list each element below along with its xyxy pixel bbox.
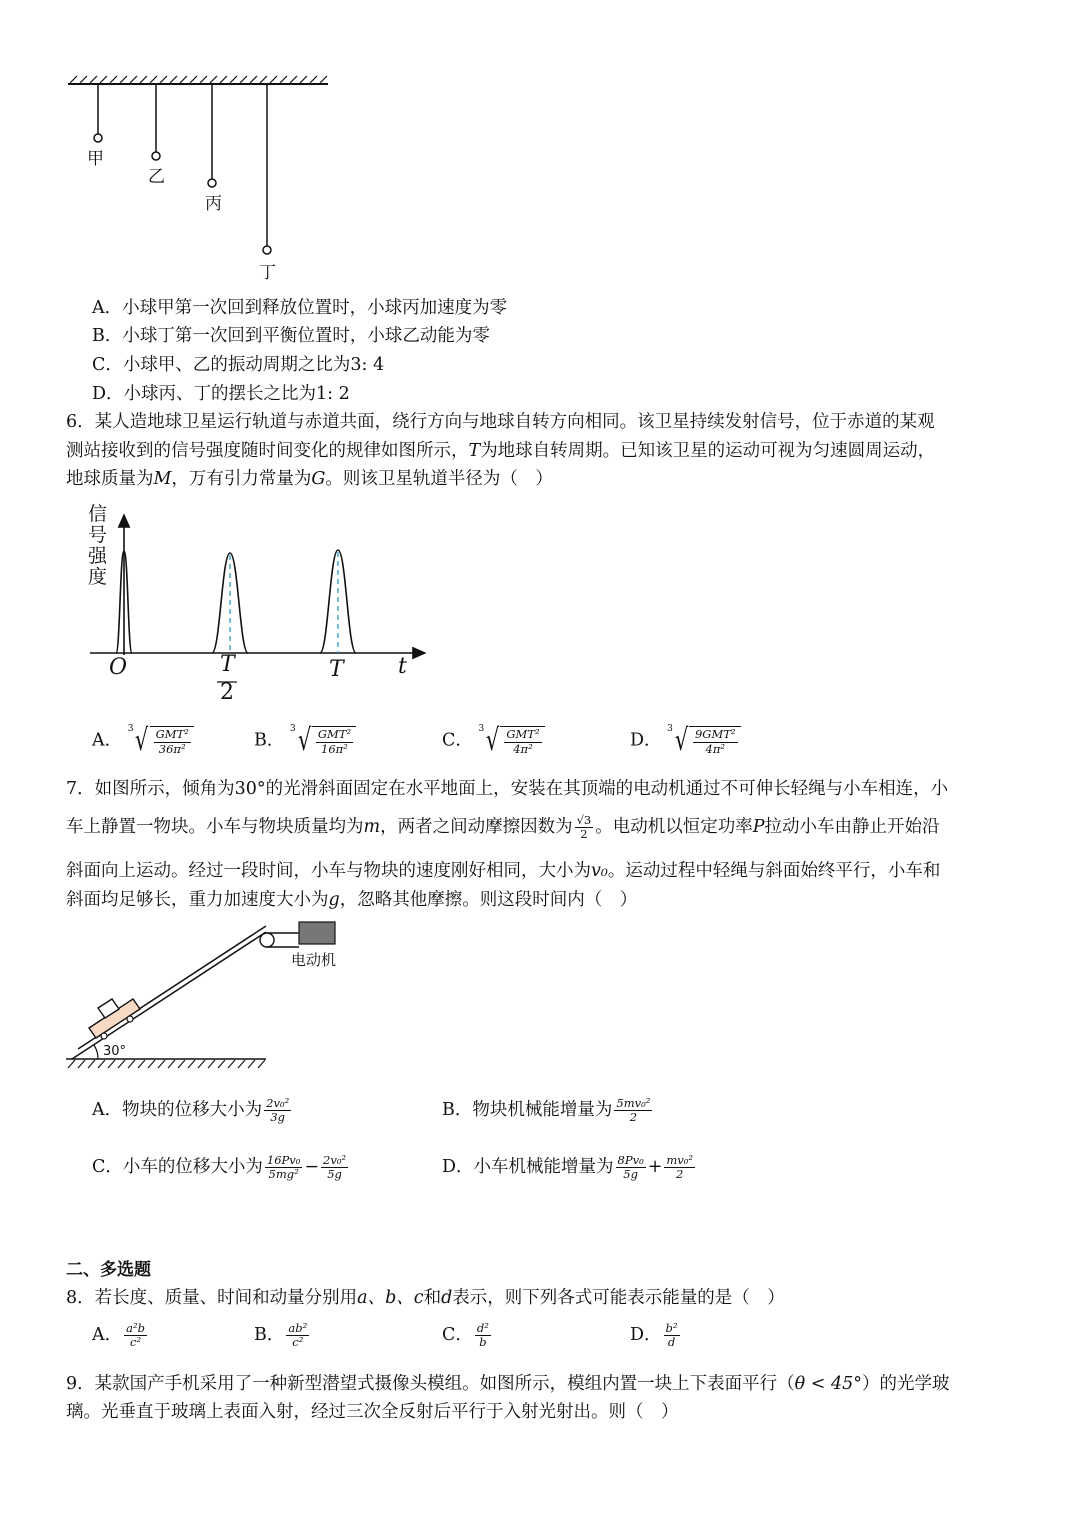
tick-half-t-num: T: [220, 652, 235, 677]
q7-option-a: A．物块的位移大小为 $\frac{\text{2v₀²}}{3g}$: [92, 1095, 290, 1124]
cart-wheel-2: [127, 1016, 133, 1022]
tick-half-t-den: 2: [220, 680, 234, 705]
q9-number: 9．: [66, 1374, 95, 1394]
q6-option-c: C． 3 √ $\frac{\text{GMT²}}{\text{4π²}}$: [442, 726, 545, 756]
angle-arc: [94, 1045, 98, 1059]
q5-option-b: B．小球丁第一次回到平衡位置时，小球乙动能为零: [92, 326, 490, 346]
incline-lower-edge: [72, 932, 266, 1059]
pendulum-ding: [263, 84, 271, 254]
ground-hatch: [68, 1060, 265, 1068]
pendulum-figure: [60, 70, 350, 285]
motor-label: 电动机: [291, 951, 337, 969]
pulley: [260, 933, 274, 947]
q7-number: 7．: [66, 779, 95, 799]
pendulum-yi: [152, 84, 160, 160]
q6-option-b: B． 3 √ $\frac{\text{GMT²}}{\text{16π²}}$: [254, 726, 356, 756]
q8-number: 8．: [66, 1288, 95, 1308]
q6-option-d: D． 3 √ $\frac{\text{9GMT²}}{\text{4π²}}$: [630, 726, 741, 756]
motor: [299, 922, 335, 944]
q5-option-d: D．小球丙、丁的摆长之比为1: 2: [92, 384, 350, 404]
label-yi: 乙: [148, 167, 165, 187]
ceiling-hatch: [70, 76, 327, 83]
q8-stem: 8．若长度、质量、时间和动量分别用a、b、c和d表示，则下列各式可能表示能量的是（ ）: [66, 1288, 785, 1308]
q7-line-4: 斜面均足够长，重力加速度大小为g，忽略其他摩擦。则这段时间内（ ）: [66, 890, 638, 910]
q8-option-c: C． $\frac{\text{d²}}{b}$: [442, 1320, 489, 1349]
q7-option-c: C．小车的位移大小为 $\frac{\text{16Pv₀}}{\text{5mg²}}$ − $\frac{\text{2v₀²}}{5g}$: [92, 1152, 347, 1181]
graph-ylabel: 信号强度: [88, 503, 108, 588]
q7-option-b: B．物块机械能增量为 $\frac{\text{5mv₀²}}{2}$: [442, 1095, 651, 1124]
q6-line-2: 测站接收到的信号强度随时间变化的规律如图所示，T为地球自转周期。已知该卫星的运动可视为匀速圆周运动，: [66, 441, 936, 461]
q7-line-3: 斜面向上运动。经过一段时间，小车与物块的速度刚好相同，大小为v₀。运动过程中轻绳与斜面始终平行，小车和: [66, 861, 941, 881]
q9-line-2: 璃。光垂直于玻璃上表面入射，经过三次全反射后平行于入射光射出。则（ ）: [66, 1402, 679, 1422]
q5-option-c: C．小球甲、乙的振动周期之比为3: 4: [92, 355, 385, 375]
q6-option-a: A． 3 √ $\frac{\text{GMT²}}{\text{36π²}}$: [92, 726, 194, 756]
q7-line-1: 7．如图所示，倾角为30°的光滑斜面固定在水平地面上，安装在其顶端的电动机通过不可伸长轻绳与小车相连，小: [66, 779, 949, 799]
q8-option-b: B． $\frac{\text{ab²}}{\text{c²}}$: [254, 1320, 308, 1349]
q7-option-d: D．小车机械能增量为 $\frac{\text{8Pv₀}}{5g}$ + $\frac{\text{mv₀²}}{2}$: [442, 1152, 693, 1181]
q7-line-2: 车上静置一物块。小车与物块质量均为m，两者之间动摩擦因数为 $\frac{√3}{2}$ 。电动机以恒定功率P拉动小车由静止开始沿: [66, 812, 940, 841]
q5-option-a: A．小球甲第一次回到释放位置时，小球丙加速度为零: [92, 298, 508, 318]
pendulum-jia: [94, 84, 102, 142]
tick-t: T: [329, 657, 344, 682]
signal-graph: [80, 505, 440, 710]
q8-option-d: D． $\frac{\text{b²}}{d}$: [630, 1320, 678, 1349]
q6-line-3: 地球质量为M，万有引力常量为G。则该卫星轨道半径为（ ）: [66, 469, 553, 489]
q9-line-1: 9．某款国产手机采用了一种新型潜望式摄像头模组。如图所示，模组内置一块上下表面平行（θ < 45°）的光学玻: [66, 1374, 950, 1394]
q6-line-1: 6．某人造地球卫星运行轨道与赤道共面，绕行方向与地球自转方向相同。该卫星持续发射信号，位于赤道的某观: [66, 412, 935, 432]
cart-wheel-1: [101, 1033, 107, 1039]
q8-option-a: A． $\frac{\text{a²b}}{\text{c²}}$: [92, 1320, 145, 1349]
label-ding: 丁: [259, 263, 276, 283]
label-bing: 丙: [205, 194, 222, 214]
pendulum-bing: [208, 84, 216, 187]
angle-label: 30°: [103, 1044, 127, 1059]
label-jia: 甲: [87, 149, 104, 169]
graph-origin: O: [109, 655, 128, 680]
graph-xlabel: t: [398, 654, 407, 679]
section-title: 二、多选题: [66, 1260, 151, 1280]
q6-number: 6．: [66, 412, 95, 432]
